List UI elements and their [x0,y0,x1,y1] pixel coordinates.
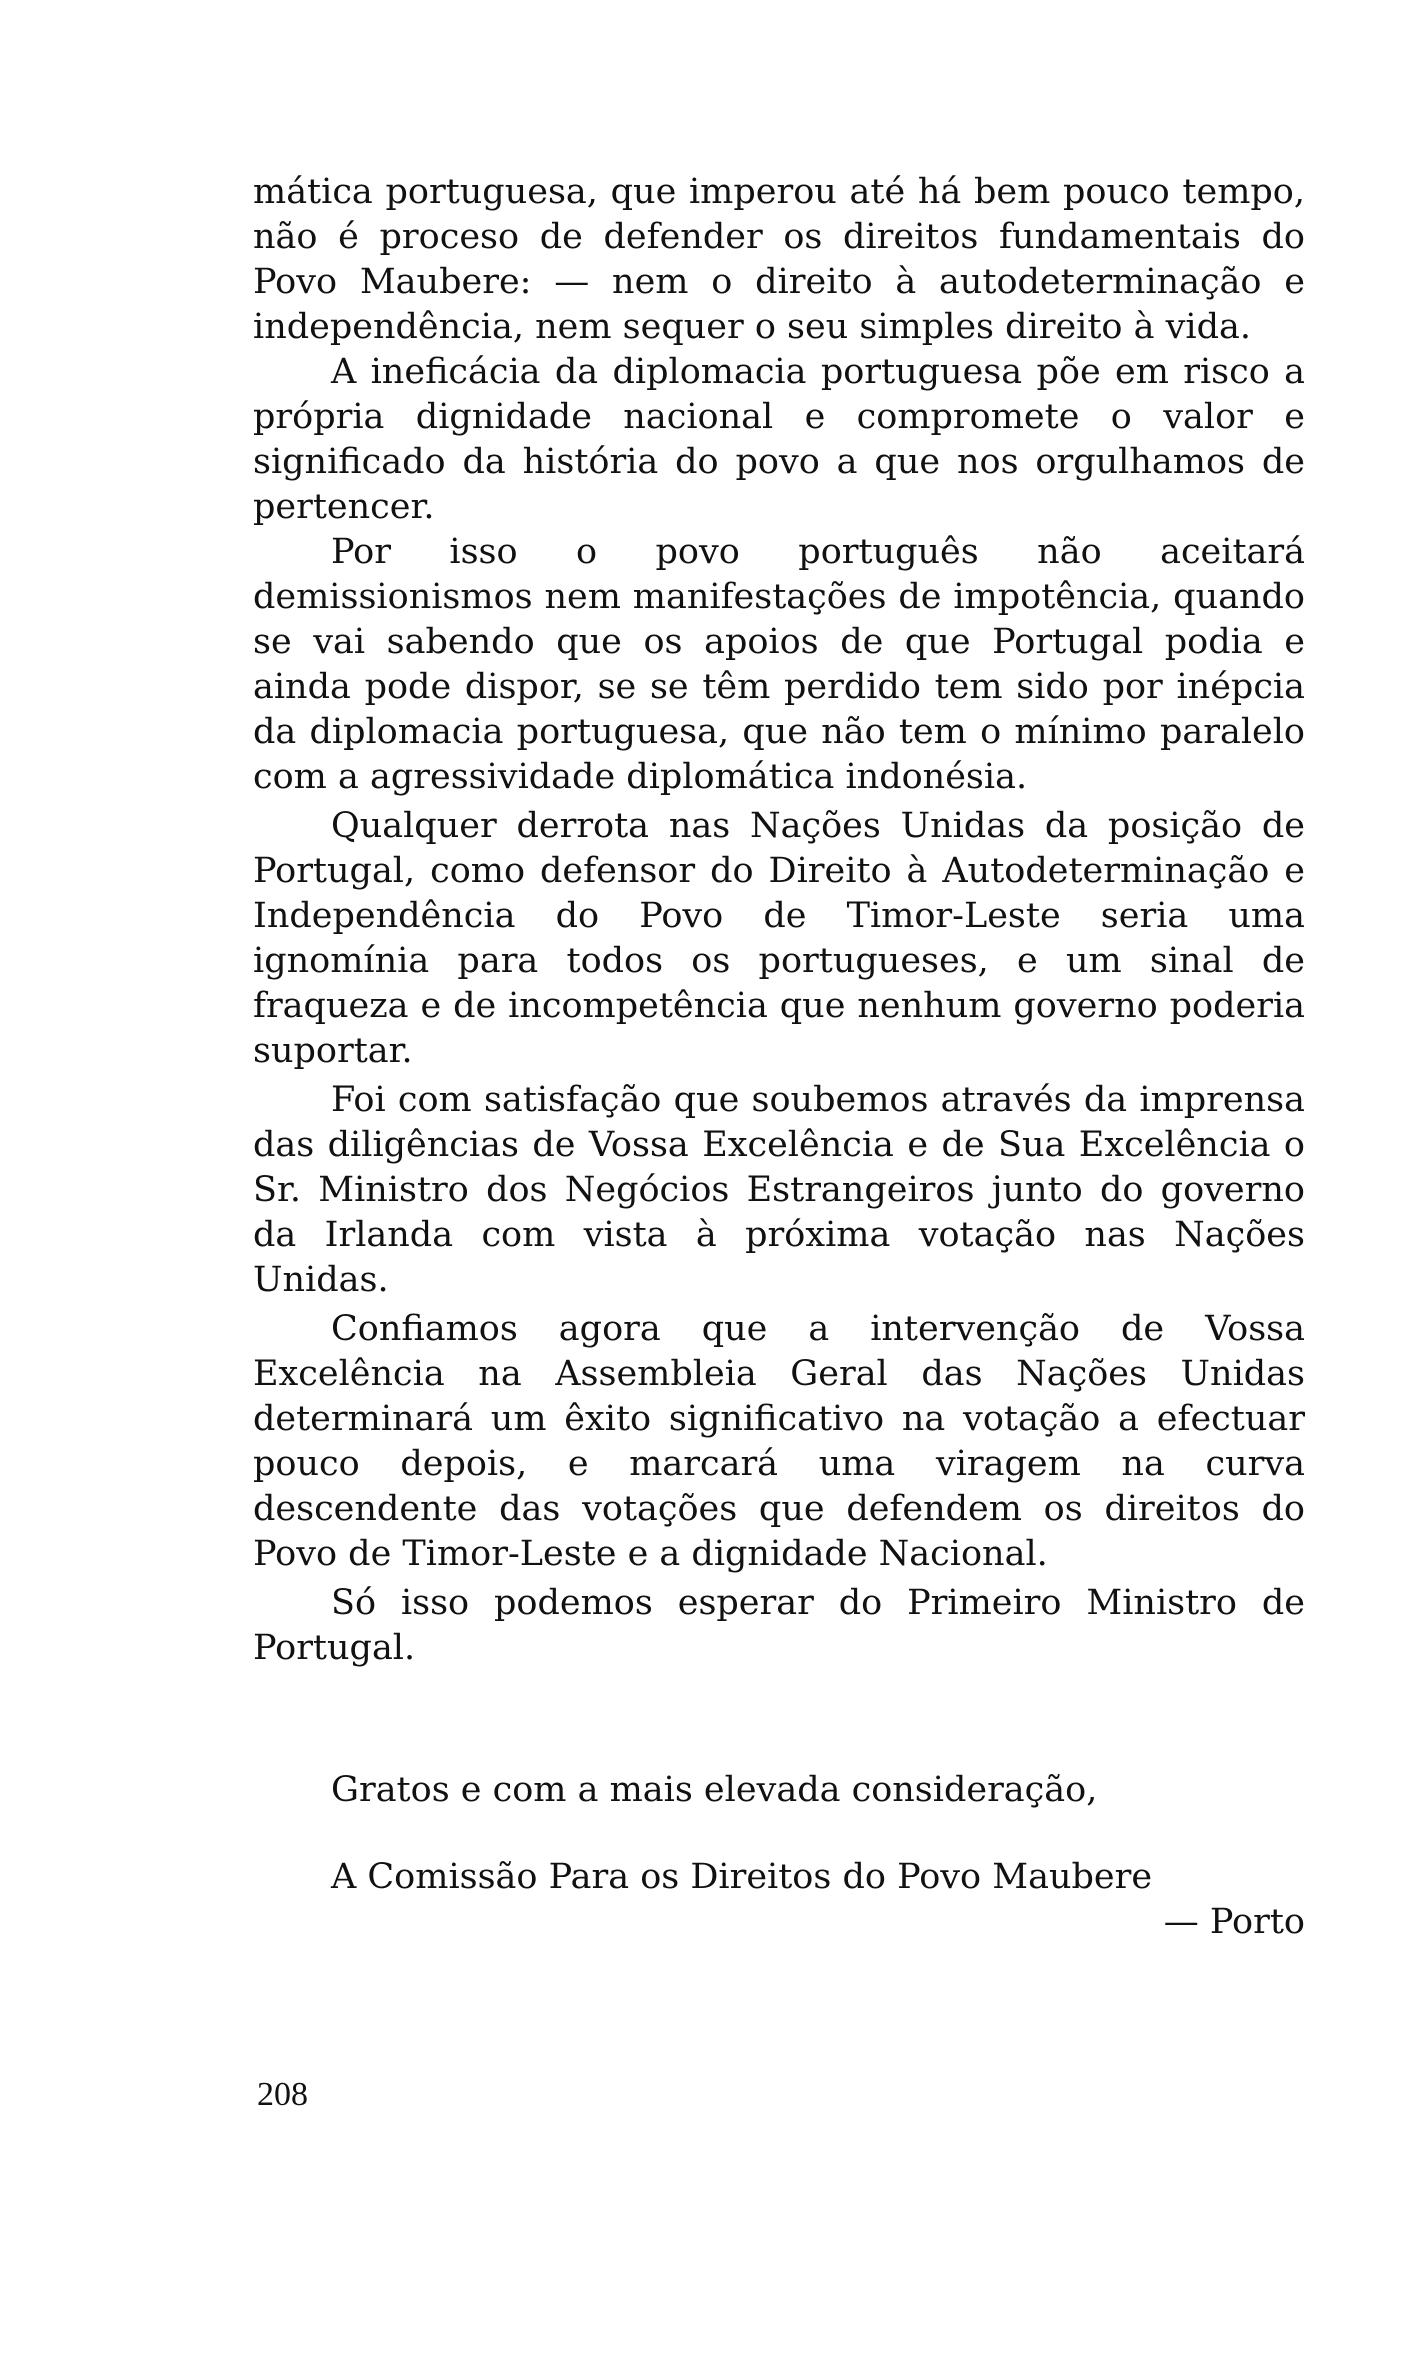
paragraph: Só isso podemos esperar do Primeiro Ministro de Portugal. [253,1583,1305,1668]
closing-line: Gratos e com a mais elevada consideração, [331,1770,1098,1810]
paragraph: Foi com satisfação que soubemos através da imprensa das diligências de Vossa Excelência e de Sua Excelência o Sr. Ministro dos Negócios Estrangeiros junto do governo da Irlanda com vista à próxima votação nas Nações Unidas. [253,1080,1305,1300]
signature-location: — Porto [1163,1902,1305,1942]
paragraph: Qualquer derrota nas Nações Unidas da posição de Portugal, como defensor do Direito à Autodeterminação e Independência do Povo de Timor-Leste seria uma ignomínia para todos os portugueses, e um sinal de fraqueza e de incompetência que nenhum governo poderia suportar. [253,806,1305,1071]
body-text [253,170,1305,1671]
paragraph: A ineficácia da diplomacia portuguesa põe em risco a própria dignidade nacional e compromete o valor e significado da história do povo a que nos orgulhamos de pertencer. [253,352,1305,527]
signature-organization: A Comissão Para os Direitos do Povo Maubere [331,1857,1153,1897]
page-number: 208 [257,2076,308,2113]
signature [331,1855,1305,1945]
paragraph: Confiamos agora que a intervenção de Vossa Excelência na Assembleia Geral das Nações Unidas determinará um êxito significativo na votação a efectuar pouco depois, e marcará uma viragem na curva descendente das votações que defendem os direitos do Povo de Timor-Leste e a dignidade Nacional. [253,1309,1305,1574]
paragraph-continuation: mática portuguesa, que imperou até há bem pouco tempo, não é proceso de defender os direitos fundamentais do Povo Maubere: — nem o direito à autodeterminação e independência, nem sequer o seu simples direito à vida. [253,172,1305,347]
paragraph: Por isso o povo português não aceitará demissionismos nem manifestações de impotência, quando se vai sabendo que os apoios de que Portugal podia e ainda pode dispor, se se têm perdido tem sido por inépcia da diplomacia portuguesa, que não tem o mínimo paralelo com a agressividade diplomática indonésia. [253,532,1305,797]
